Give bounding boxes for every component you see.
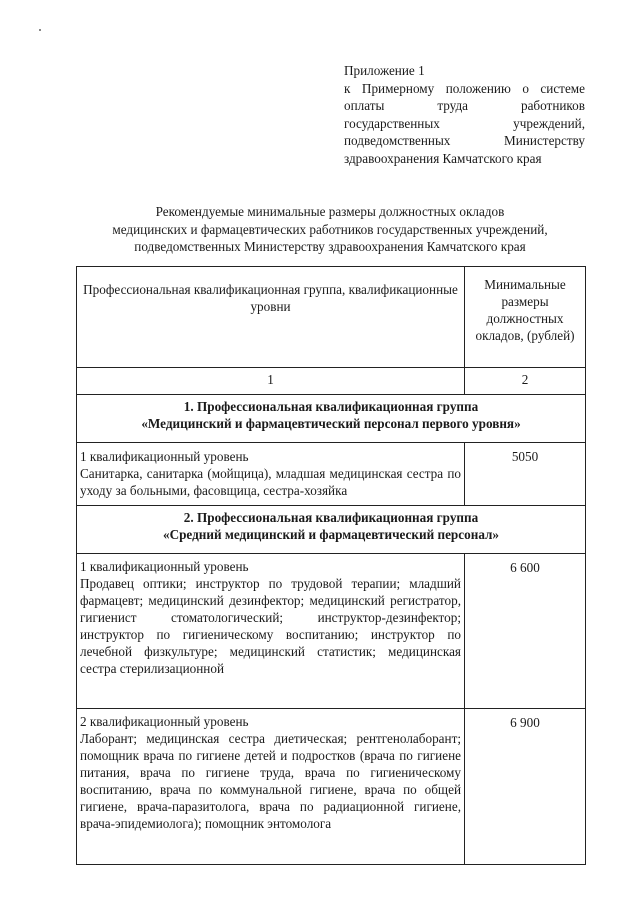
table-row <box>77 443 586 506</box>
table-row <box>77 554 586 709</box>
column-number: 1 <box>77 368 465 395</box>
salary-value: 6 900 <box>465 709 586 865</box>
salary-value: 5050 <box>465 443 586 506</box>
group-title <box>77 506 586 554</box>
group-title-line: 2. Профессиональная квалификационная группа <box>183 510 479 525</box>
level-cell <box>77 554 465 709</box>
level-cell <box>77 443 465 506</box>
column-number-row <box>77 368 586 395</box>
positions-list: Санитарка, санитарка (мойщица), младшая медицинская сестра по уходу за больными, фасовщица, сестра-хозяйка <box>80 466 461 498</box>
group-title-line: 1. Профессиональная квалификационная группа <box>183 399 479 414</box>
group-title-row <box>77 506 586 554</box>
appendix-line: государственных учреждений, <box>344 115 585 131</box>
appendix-line: к Примерному положению о системе <box>344 80 585 96</box>
group-title <box>77 395 586 443</box>
positions-list: Продавец оптики; инструктор по трудовой терапии; младший фармацевт; медицинский дезинфектор; медицинский регистратор, гигиенист стоматологический; инструктор-дезинфектор; инструктор по гигиеническому воспитанию; инструктор по лечебной физкультуре; медицинский статистик; медицинская сестра стерилизационной <box>80 576 461 676</box>
appendix-title: Приложение 1 <box>344 63 425 78</box>
appendix-line: подведомственных Министерству <box>344 133 585 149</box>
group-title-line: «Средний медицинский и фармацевтический персонал» <box>162 527 500 542</box>
scan-speck <box>39 29 41 31</box>
heading-line: медицинских и фармацевтических работников государственных учреждений, <box>112 221 548 237</box>
group-title-line: «Медицинский и фармацевтический персонал первого уровня» <box>141 416 521 431</box>
qualification-level: 1 квалификационный уровень <box>80 559 249 574</box>
heading-line: Рекомендуемые минимальные размеры должностных окладов <box>155 204 505 219</box>
qualification-level: 1 квалификационный уровень <box>80 449 249 464</box>
table-row <box>77 709 586 865</box>
appendix-line: здравоохранения Камчатского края <box>344 150 542 166</box>
appendix-note <box>344 62 585 168</box>
document-heading <box>76 203 584 256</box>
column-header-group: Профессиональная квалификационная группа, квалификационные уровни <box>77 267 465 368</box>
table-header-row <box>77 267 586 368</box>
column-number: 2 <box>465 368 586 395</box>
heading-line: подведомственных Министерству здравоохранения Камчатского края <box>134 239 526 255</box>
positions-list: Лаборант; медицинская сестра диетическая; рентгенолаборант; помощник врача по гигиене детей и подростков (врача по гигиене питания, врача по гигиене труда, врача по гигиеническому воспитанию, врача по коммунальной гигиене, врача по общей гигиене, врача-паразитолога, врача по радиационной гигиене, врача-эпидемиолога); помощник энтомолога <box>80 731 461 831</box>
salary-value: 6 600 <box>465 554 586 709</box>
group-title-row <box>77 395 586 443</box>
salary-table <box>76 266 586 865</box>
column-header-salary: Минимальные размеры должностных окладов, (рублей) <box>465 267 586 368</box>
appendix-line: оплаты труда работников <box>344 98 585 114</box>
qualification-level: 2 квалификационный уровень <box>80 714 249 729</box>
level-cell <box>77 709 465 865</box>
